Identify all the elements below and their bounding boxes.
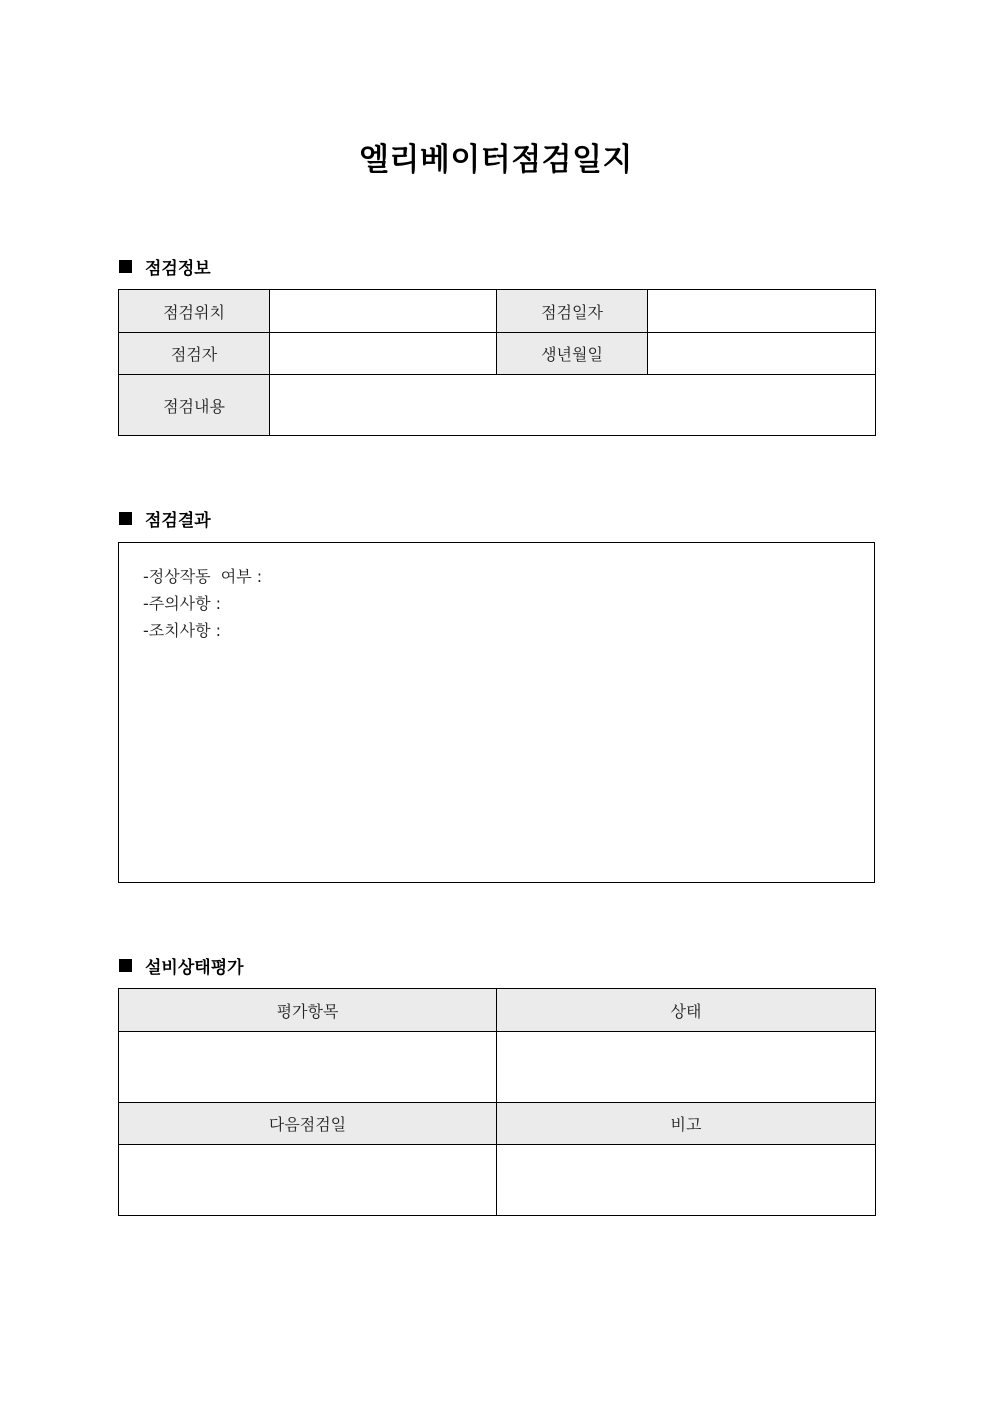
content-field[interactable] — [270, 375, 876, 436]
info-row — [119, 333, 876, 375]
section-heading-evaluation-label: 설비상태평가 — [145, 958, 244, 978]
section-heading-info-label: 점검정보 — [145, 259, 211, 279]
eval-item-header: 평가항목 — [119, 989, 497, 1032]
section-heading-info — [119, 254, 211, 279]
info-row — [119, 375, 876, 436]
location-field[interactable] — [270, 290, 497, 333]
page-title: 엘리베이터점검일지 — [358, 142, 633, 178]
evaluation-value-row — [119, 1032, 876, 1103]
section-heading-result — [119, 506, 211, 531]
normal-operation-line: -정상작동 여부 : — [143, 567, 263, 586]
birthdate-label: 생년월일 — [497, 333, 648, 375]
result-lines — [143, 563, 262, 644]
birthdate-field[interactable] — [648, 333, 876, 375]
inspection-date-label: 점검일자 — [497, 290, 648, 333]
location-label: 점검위치 — [119, 290, 270, 333]
evaluation-header-row — [119, 989, 876, 1032]
status-field[interactable] — [497, 1032, 876, 1103]
evaluation-value-row — [119, 1145, 876, 1216]
next-inspection-field[interactable] — [119, 1145, 497, 1216]
inspector-field[interactable] — [270, 333, 497, 375]
inspection-date-field[interactable] — [648, 290, 876, 333]
next-inspection-header: 다음점검일 — [119, 1103, 497, 1145]
evaluation-header-row — [119, 1103, 876, 1145]
evaluation-table — [118, 988, 876, 1216]
black-square-icon — [119, 260, 132, 273]
remarks-field[interactable] — [497, 1145, 876, 1216]
black-square-icon — [119, 512, 132, 525]
inspector-label: 점검자 — [119, 333, 270, 375]
remarks-header: 비고 — [497, 1103, 876, 1145]
status-header: 상태 — [497, 989, 876, 1032]
info-table — [118, 289, 876, 436]
action-line: -조치사항 : — [143, 621, 222, 640]
eval-item-field[interactable] — [119, 1032, 497, 1103]
black-square-icon — [119, 959, 132, 972]
info-row — [119, 290, 876, 333]
section-heading-result-label: 점검결과 — [145, 511, 211, 531]
caution-line: -주의사항 : — [143, 594, 222, 613]
result-box[interactable] — [118, 542, 875, 883]
section-heading-evaluation — [119, 953, 244, 978]
content-label: 점검내용 — [119, 375, 270, 436]
